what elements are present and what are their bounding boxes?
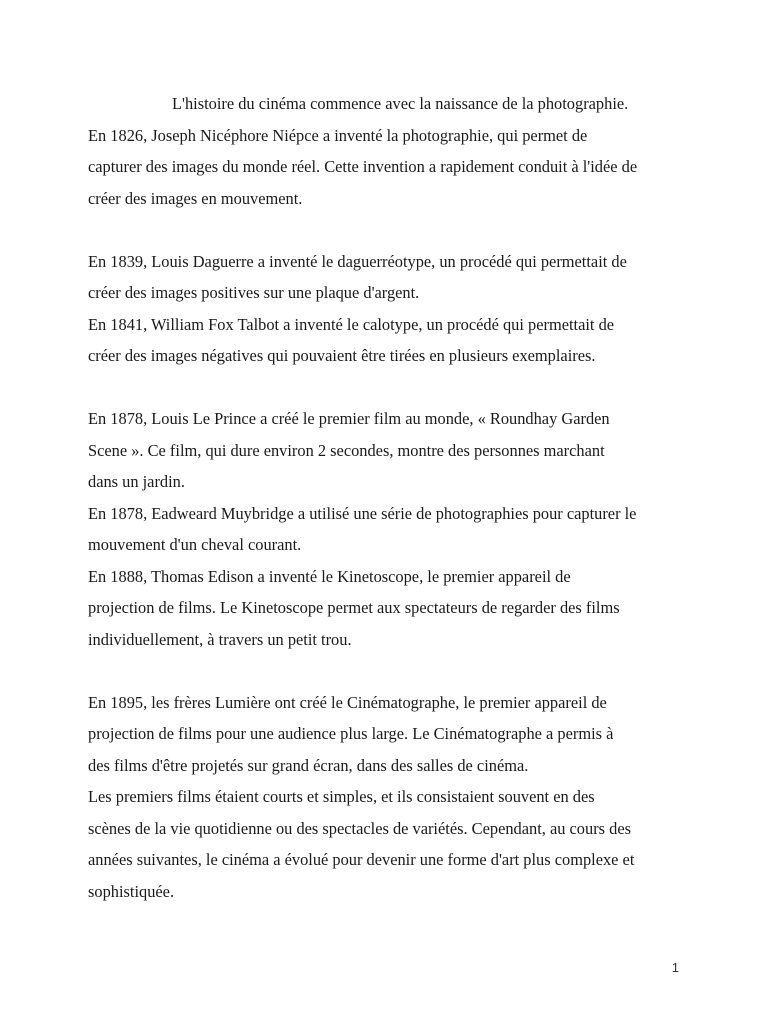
paragraph-le-prince: En 1878, Louis Le Prince a créé le premier film au monde, « Roundhay Garden Scene ». Ce film, qui dure environ 2 secondes, montre des personnes marchant dans un jardin. bbox=[88, 409, 610, 491]
paragraph-niepce: En 1826, Joseph Nicéphore Niépce a inventé la photographie, qui permet de capturer des images du monde réel. Cette invention a rapidement conduit à l'idée de créer des images en mouvement. bbox=[88, 125, 638, 208]
paragraph-daguerre: En 1839, Louis Daguerre a inventé le daguerréotype, un procédé qui permettait de créer des images positives sur une plaque d'argent. bbox=[88, 251, 627, 302]
paragraph-gap bbox=[88, 214, 680, 246]
paragraph-talbot: En 1841, William Fox Talbot a inventé le calotype, un procédé qui permettait de créer des images négatives qui pouvaient être tirées en plusieurs exemplaires. bbox=[88, 314, 615, 365]
paragraph-intro: L'histoire du cinéma commence avec la naissance de la photographie. bbox=[172, 94, 629, 113]
paragraph-lumiere: En 1895, les frères Lumière ont créé le Cinématographe, le premier appareil de projection de films pour une audience plus large. Le Cinématographe a permis à des films d'être projetés sur grand écran, dans des salles de cinéma. bbox=[88, 692, 614, 775]
page-number: 1 bbox=[671, 960, 679, 975]
paragraph-muybridge: En 1878, Eadweard Muybridge a utilisé une série de photographies pour capturer le mouvement d'un cheval courant. bbox=[88, 503, 637, 554]
paragraph-gap bbox=[88, 655, 680, 687]
paragraph-edison: En 1888, Thomas Edison a inventé le Kinetoscope, le premier appareil de projection de films. Le Kinetoscope permet aux spectateurs de regarder des films individuellement, à travers un petit trou. bbox=[88, 566, 620, 649]
paragraph-gap bbox=[88, 372, 680, 404]
paragraph-early-films: Les premiers films étaient courts et simples, et ils consistaient souvent en des scènes de la vie quotidienne ou des spectacles de variétés. Cependant, au cours des années suivantes, le cinéma a évolué pour devenir une forme d'art plus complexe et sophistiquée. bbox=[88, 787, 635, 901]
